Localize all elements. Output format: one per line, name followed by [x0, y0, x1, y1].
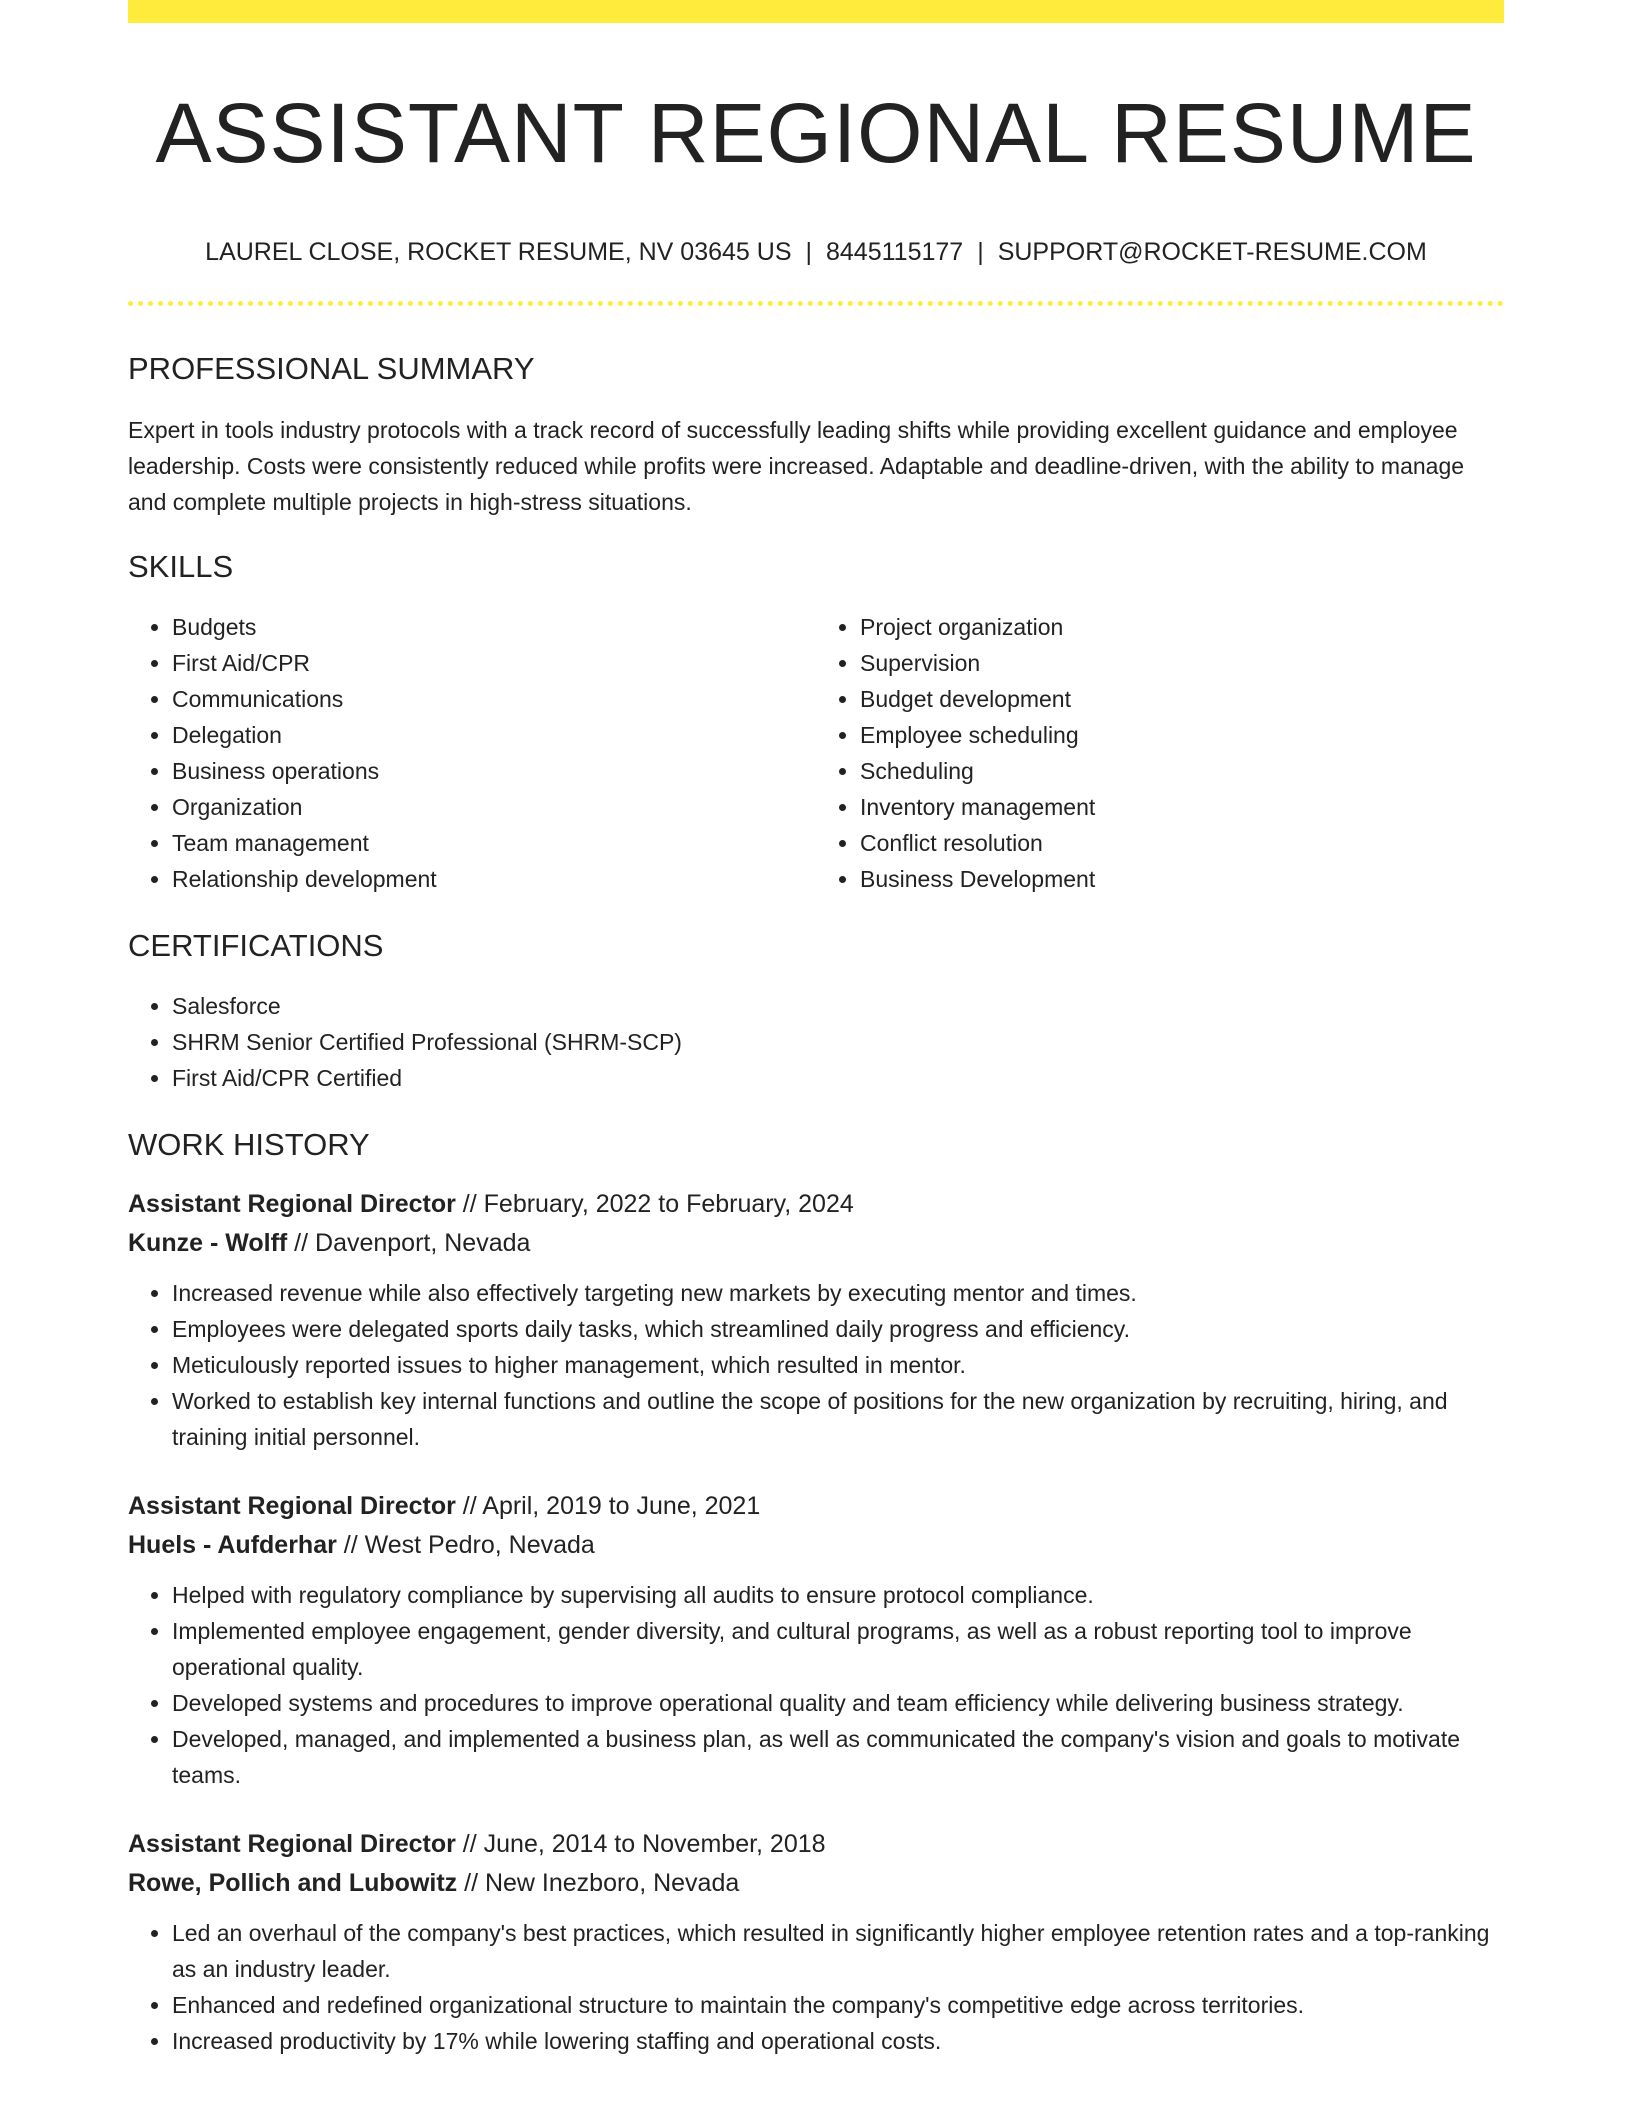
skill-item: • Inventory management — [860, 789, 1504, 825]
job-title-line — [128, 1825, 1504, 1864]
job-title-line — [128, 1185, 1504, 1224]
job-bullet: • Enhanced and redefined organizational structure to maintain the company's competitive edge across territories. — [172, 1987, 1504, 2023]
contact-email: SUPPORT@ROCKET-RESUME.COM — [997, 238, 1427, 267]
job-title: Assistant Regional Director — [128, 1830, 456, 1859]
certification-item: • SHRM Senior Certified Professional (SHRM-SCP) — [172, 1024, 1504, 1060]
job-entry — [128, 1185, 1504, 1455]
skills-column-right — [816, 609, 1504, 897]
job-entry — [128, 1487, 1504, 1793]
skills-column-left — [128, 609, 816, 897]
skill-item: • Supervision — [860, 645, 1504, 681]
skills-list — [128, 609, 1504, 897]
job-company: Kunze - Wolff — [128, 1229, 288, 1258]
skill-item: • Communications — [172, 681, 816, 717]
job-company: Huels - Aufderhar — [128, 1531, 337, 1560]
skill-item: • Budget development — [860, 681, 1504, 717]
job-location: // New Inezboro, Nevada — [457, 1869, 740, 1898]
job-dates: // February, 2022 to February, 2024 — [455, 1190, 854, 1219]
contact-separator: | — [805, 238, 812, 267]
work-history-heading: WORK HISTORY — [128, 1126, 370, 1162]
skill-item: • Project organization — [860, 609, 1504, 645]
contact-line — [128, 237, 1504, 267]
job-entry — [128, 1825, 1504, 2059]
skill-item: • Team management — [172, 825, 816, 861]
skill-item: • Scheduling — [860, 753, 1504, 789]
skill-item: • Organization — [172, 789, 816, 825]
job-title-line — [128, 1487, 1504, 1526]
job-dates: // June, 2014 to November, 2018 — [455, 1830, 826, 1859]
summary-text: Expert in tools industry protocols with a track record of successfully leading shifts while providing excellent guidance and employee leadership. Costs were consistently reduced while profits were increased. Adaptable and deadline-driven, with the ability to manage and complete multiple projects in high-stress situations. — [128, 416, 1465, 515]
contact-phone: 8445115177 — [826, 238, 964, 267]
skill-item: • First Aid/CPR — [172, 645, 816, 681]
job-company-line — [128, 1526, 1504, 1565]
certification-item: • Salesforce — [172, 988, 1504, 1024]
job-bullet: • Meticulously reported issues to higher management, which resulted in mentor. — [172, 1347, 1504, 1383]
job-bullet: • Developed, managed, and implemented a business plan, as well as communicated the company's vision and goals to motivate teams. — [172, 1721, 1504, 1793]
job-company: Rowe, Pollich and Lubowitz — [128, 1869, 458, 1898]
contact-separator: | — [977, 238, 984, 267]
dotted-divider — [128, 301, 1504, 306]
job-bullet: • Developed systems and procedures to improve operational quality and team efficiency while delivering business strategy. — [172, 1685, 1504, 1721]
job-company-line — [128, 1224, 1504, 1263]
job-bullet: • Employees were delegated sports daily tasks, which streamlined daily progress and efficiency. — [172, 1311, 1504, 1347]
job-bullet: • Implemented employee engagement, gender diversity, and cultural programs, as well as a robust reporting tool to improve operational quality. — [172, 1613, 1504, 1685]
job-bullets — [128, 1577, 1504, 1793]
job-location: // Davenport, Nevada — [287, 1229, 531, 1258]
job-title: Assistant Regional Director — [128, 1492, 456, 1521]
summary-heading: PROFESSIONAL SUMMARY — [128, 351, 535, 387]
certifications-heading: CERTIFICATIONS — [128, 927, 384, 963]
certifications-list — [128, 988, 1504, 1096]
contact-address: LAUREL CLOSE, ROCKET RESUME, NV 03645 US — [205, 238, 792, 267]
job-bullet: • Increased productivity by 17% while lowering staffing and operational costs. — [172, 2023, 1504, 2059]
resume-page — [128, 0, 1504, 2059]
top-accent-bar — [128, 0, 1504, 23]
job-company-line — [128, 1864, 1504, 1903]
skill-item: • Conflict resolution — [860, 825, 1504, 861]
job-bullet: • Led an overhaul of the company's best practices, which resulted in significantly higher employee retention rates and a top-ranking as an industry leader. — [172, 1915, 1504, 1987]
job-dates: // April, 2019 to June, 2021 — [455, 1492, 761, 1521]
skill-item: • Employee scheduling — [860, 717, 1504, 753]
job-title: Assistant Regional Director — [128, 1190, 456, 1219]
job-bullet: • Worked to establish key internal functions and outline the scope of positions for the new organization by recruiting, hiring, and training initial personnel. — [172, 1383, 1504, 1455]
skill-item: • Business operations — [172, 753, 816, 789]
job-bullet: • Helped with regulatory compliance by supervising all audits to ensure protocol compliance. — [172, 1577, 1504, 1613]
skill-item: • Relationship development — [172, 861, 816, 897]
job-bullets — [128, 1275, 1504, 1455]
skill-item: • Delegation — [172, 717, 816, 753]
job-location: // West Pedro, Nevada — [336, 1531, 595, 1560]
skills-heading: SKILLS — [128, 548, 234, 584]
job-bullet: • Increased revenue while also effectively targeting new markets by executing mentor and times. — [172, 1275, 1504, 1311]
resume-title: ASSISTANT REGIONAL RESUME — [155, 86, 1477, 180]
certification-item: • First Aid/CPR Certified — [172, 1060, 1504, 1096]
skill-item: • Business Development — [860, 861, 1504, 897]
job-bullets — [128, 1915, 1504, 2059]
skill-item: • Budgets — [172, 609, 816, 645]
